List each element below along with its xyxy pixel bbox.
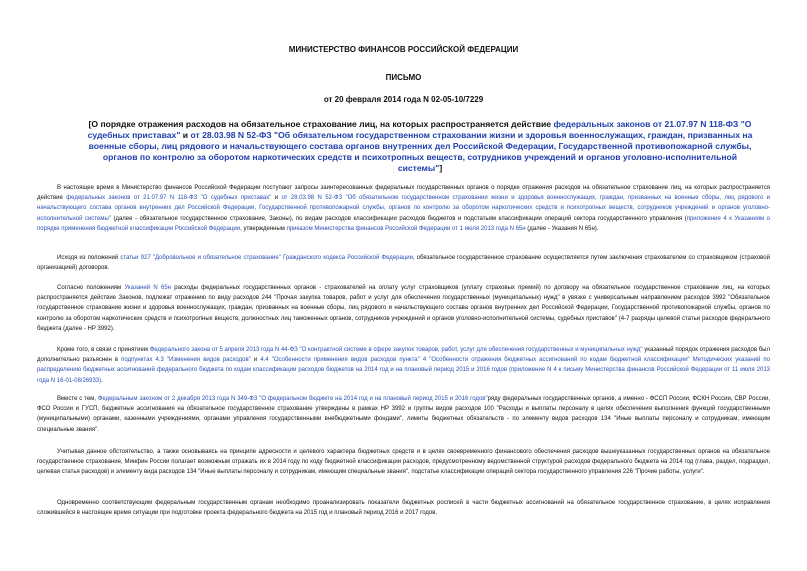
document-type-heading: ПИСЬМО: [385, 73, 422, 82]
link-civil-code-927[interactable]: статьи 927 "Добровольное и обязательное страхование" Гражданского кодекса Российской Федерации: [120, 255, 413, 261]
paragraph-text: расходы федеральных государственных органов - страхователей на оплату услуг страховщиков (уплату страховых премий) по договору на обязательное государственное страхование лиц, на которых распространяется действие Законов, подлежат отражению по виду расходов 244 "Прочая закупка товаров, работ и услуг для обеспечения государственных (муниципальных) нужд" в увязке с универсальным направлением расходов 3992 "Обязательное государственное страхование жизни и здоровья военнослужащих, граждан, призванных на военные сборы, лиц рядового и начальствующего состава органов внутренних дел Российской Федерации, Государственной противопожарной службы, органов по контролю за оборотом наркотических средств и психотропных веществ, должностных лиц таможенных органов, сотрудников учреждений и органов уголовно-исполнительной системы, судебных приставов" (4-7 разряды целевой статьи расходов федерального бюджета (далее - НР 3992).: [37, 285, 770, 332]
paragraph-text: (далее - Указания N 65н).: [525, 225, 599, 232]
link-law-44[interactable]: Федерального закона от 5 апреля 2013 года N 44-ФЗ "О контрактной системе в сфере закупок товаров, работ, услуг для обеспечения государственных и муниципальных нужд": [149, 347, 643, 353]
link-law-349[interactable]: Федеральным законом от 2 декабря 2013 года N 349-ФЗ "О федеральном бюджете на 2014 год и на плановый период 2015 и 2016 годов": [97, 396, 488, 402]
paragraph-text: Исходя из положений: [57, 255, 121, 261]
paragraph-7: [37, 498, 770, 518]
link-appendix-4[interactable]: приложение 4 к Указаниям о порядке применения бюджетной классификации Российской Федерации: [37, 215, 770, 232]
title-text: ]: [439, 163, 443, 173]
document-date-number: от 20 февраля 2014 года N 02-05-10/7229: [323, 95, 484, 104]
paragraph-text: , обязательное государственное страхование осуществляется путем заключения страхователем со страховщиком (страховой организацией) договоров.: [37, 255, 770, 272]
paragraph-text: Вместе с тем,: [57, 396, 98, 402]
paragraph-text: указанный порядок отражения расходов был дополнительно разъяснен в: [37, 347, 770, 364]
paragraph-text: (далее - обязательное государственное страхование, Законы), по видам расходов классификации расходов бюджетов и подстатьям классификации операций сектора государственного управления (: [110, 215, 687, 222]
title-link-law-118[interactable]: федеральных законов от 21.07.97 N 118-ФЗ "О судебных приставах": [87, 119, 752, 140]
title-text: и: [180, 130, 191, 140]
link-subparagraph-4-4[interactable]: 4.4 "Особенности применения видов расходов пункта" 4 "Особенности отражения бюджетных ассигнований по кодам бюджетной классификации" Методических указаний по распределению бюджетных ассигнований федерального бюджета по кодам классификации расходов бюджетов на 2014 год и на плановый период 2015 и 2016 годов (приложение N 4 к письму Министерства финансов Российской Федерации от 11 июля 2013 года N 16-01-08/26933): [37, 357, 771, 384]
paragraph-text: .: [101, 377, 103, 384]
paragraph-4: [37, 345, 770, 386]
paragraph-text: ряду федеральных государственных органов, а именно - ФССП России, ФСКН России, СВР России, ФСО России и ГУСП, бюджетные ассигнования на обязательное государственное страхование утверждены в рамках НР 3992 и группы видов расходов 100 "Расходы и выплаты персоналу в целях обеспечения выполнения функций государственными (муниципальными) органами, казенными учреждениями, органами управления государственными внебюджетными фондами", лимиты бюджетных обязательств - по элементу видов расходов 134 "Иные выплаты персоналу и сотрудникам, имеющим специальные звания".: [37, 396, 770, 433]
paragraph-2: [37, 253, 770, 273]
link-instructions-65n[interactable]: Указаний N 65н: [124, 285, 171, 291]
title-text: [О порядке отражения расходов на обязательное страхование лиц, на которых распространяется действие: [88, 119, 554, 129]
paragraph-text: Учитывая данное обстоятельство, а также основываясь на принципе адресности и целевого характера бюджетных средств и в целях своевременного финансового обеспечения расходов вышеуказанных государственных органов на обязательное государственное страхование, Минфин России полагает возможным отражать их в 2014 году по коду бюджетной классификации расходов, предусмотренному ведомственной структурой расходов федерального бюджета на 2014 год (глава, раздел, подраздел, целевая статья расходов) и элементу вида расходов 134 "Иные выплаты персоналу и сотрудникам, имеющим специальные звания", подстатье классификации операций сектора государственного управления 226 "Прочие работы, услуги".: [37, 449, 770, 476]
paragraph-text: Согласно положениям: [57, 285, 125, 291]
paragraph-text: и: [271, 195, 282, 202]
paragraph-text: Одновременно соответствующим федеральным государственным органам необходимо проанализировать показатели бюджетных росписей в части бюджетных ассигнований на обязательное государственное страхование, в целях исправления сложившейся в настоящее время ситуации при подготовке проекта федерального бюджета на 2015 год и плановый период 2016 и 2017 годов.: [37, 500, 770, 517]
paragraph-5: [37, 394, 770, 435]
document-title: [84, 119, 756, 174]
link-subparagraph-4-3[interactable]: подпунктах 4.3 "Изменения видов расходов": [121, 357, 251, 364]
link-law-52[interactable]: от 28.03.98 N 52-ФЗ "Об обязательном государственном страховании жизни и здоровья военнослужащих, граждан, призванных на военные сборы, лиц рядового и начальствующего состава органов внутренних дел Российской Федерации, Государственной противопожарной службы, органов по контролю за оборотом наркотических средств и психотропных веществ, сотрудников учреждений и органов уголовно-исполнительной системы": [37, 195, 771, 222]
link-order-65n[interactable]: приказом Министерства финансов Российской Федерации от 1 июля 2013 года N 65н: [286, 225, 526, 232]
ministry-heading: МИНИСТЕРСТВО ФИНАНСОВ РОССИЙСКОЙ ФЕДЕРАЦИИ: [288, 45, 519, 54]
link-law-118[interactable]: федеральных законов от 21.07.97 N 118-ФЗ "О судебных приставах": [66, 195, 272, 202]
paragraph-text: В настоящее время в Министерство финансов Российской Федерации поступают запросы заинтересованных федеральных государственных органов о порядке отражения расходов на обязательное страхование лиц, на которых распространяется действие: [37, 185, 770, 202]
title-link-law-52[interactable]: от 28.03.98 N 52-ФЗ "Об обязательном государственном страховании жизни и здоровья военнослужащих, граждан, призванных на военные сборы, лиц рядового и начальствующего состава органов внутренних дел Российской Федерации, Государственной противопожарной службы, органов по контролю за оборотом наркотических средств и психотропных веществ, сотрудников учреждений и органов уголовно-исполнительной системы": [88, 130, 753, 173]
paragraph-text: Кроме того, в связи с принятием: [57, 347, 150, 353]
paragraph-text: , утвержденным: [240, 225, 287, 232]
paragraph-3: [37, 283, 770, 334]
paragraph-text: и: [250, 357, 261, 364]
paragraph-1: [37, 183, 770, 234]
paragraph-6: [37, 447, 770, 478]
